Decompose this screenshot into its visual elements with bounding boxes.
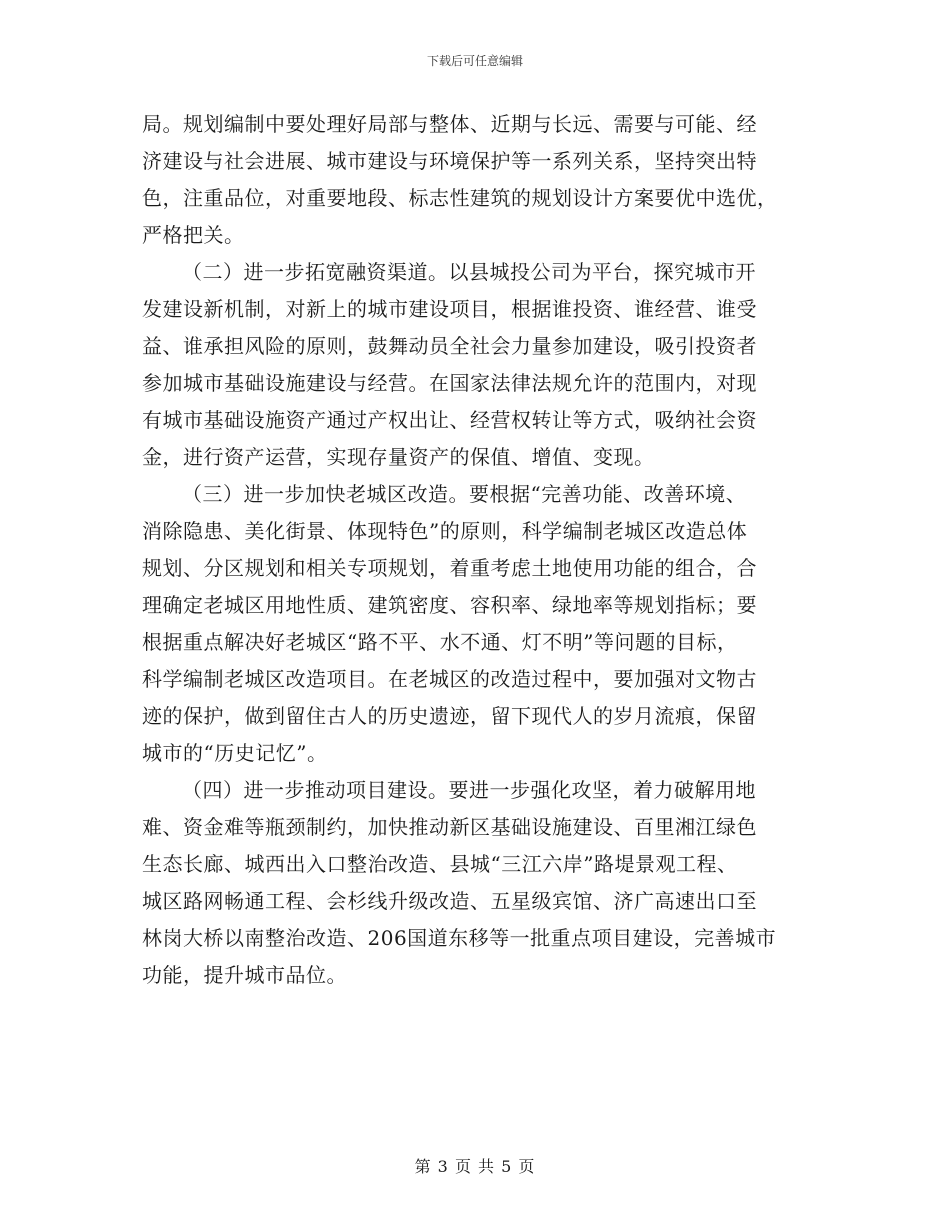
text-line: 迹的保护，做到留住古人的历史遗迹，留下现代人的岁月流痕，保留 [142, 704, 757, 728]
text-line: 发建设新机制，对新上的城市建设项目，根据谁投资、谁经营、谁受 [142, 297, 757, 321]
paragraph-3 [142, 476, 810, 772]
text-line: 金，进行资产运营，实现存量资产的保值、增值、变现。 [142, 445, 655, 469]
paragraph-2 [142, 254, 810, 476]
page-header: 下载后可任意编辑 [426, 54, 523, 68]
text-line: 有城市基础设施资产通过产权出让、经营权转让等方式，吸纳社会资 [142, 408, 757, 432]
text-line: 生态长廊、城西出入口整治改造、县城“三江六岸”路堤景观工程、 [142, 852, 738, 876]
text-line: （二）进一步拓宽融资渠道。以县城投公司为平台，探究城市开 [182, 260, 756, 284]
text-line: 根据重点解决好老城区“路不平、水不通、灯不明”等问题的目标， [142, 630, 738, 654]
text-line: 理确定老城区用地性质、建筑密度、容积率、绿地率等规划指标；要 [142, 593, 757, 617]
text-line: 难、资金难等瓶颈制约，加快推动新区基础设施建设、百里湘江绿色 [142, 815, 757, 839]
text-line: 益、谁承担风险的原则，鼓舞动员全社会力量参加建设，吸引投资者 [142, 334, 757, 358]
paragraph-4 [142, 772, 810, 994]
text-line: 规划、分区规划和相关专项规划，着重考虑土地使用功能的组合，合 [142, 556, 757, 580]
page-footer: 第 3 页 共 5 页 [414, 1157, 536, 1176]
text-line: 功能，提升城市品位。 [142, 963, 347, 987]
document-body [142, 106, 810, 994]
text-line: 局。规划编制中要处理好局部与整体、近期与长远、需要与可能、经 [142, 112, 757, 136]
text-line: 林岗大桥以南整治改造、206国道东移等一批重点项目建设，完善城市 [142, 926, 777, 950]
text-line: （三）进一步加快老城区改造。要根据“完善功能、改善环境、 [182, 482, 747, 506]
text-line: （四）进一步推动项目建设。要进一步强化攻坚，着力破解用地 [182, 778, 756, 802]
text-line: 城区路网畅通工程、会杉线升级改造、五星级宾馆、济广高速出口至 [142, 889, 757, 913]
text-line: 色，注重品位，对重要地段、标志性建筑的规划设计方案要优中选优， [142, 186, 778, 210]
text-line: 参加城市基础设施建设与经营。在国家法律法规允许的范围内，对现 [142, 371, 757, 395]
text-line: 城市的“历史记忆”。 [142, 741, 328, 765]
text-line: 科学编制老城区改造项目。在老城区的改造过程中，要加强对文物古 [142, 667, 757, 691]
paragraph-1 [142, 106, 810, 254]
text-line: 严格把关。 [142, 223, 245, 247]
text-line: 济建设与社会进展、城市建设与环境保护等一系列关系，坚持突出特 [142, 149, 757, 173]
text-line: 消除隐患、美化街景、体现特色”的原则，科学编制老城区改造总体 [142, 519, 748, 543]
